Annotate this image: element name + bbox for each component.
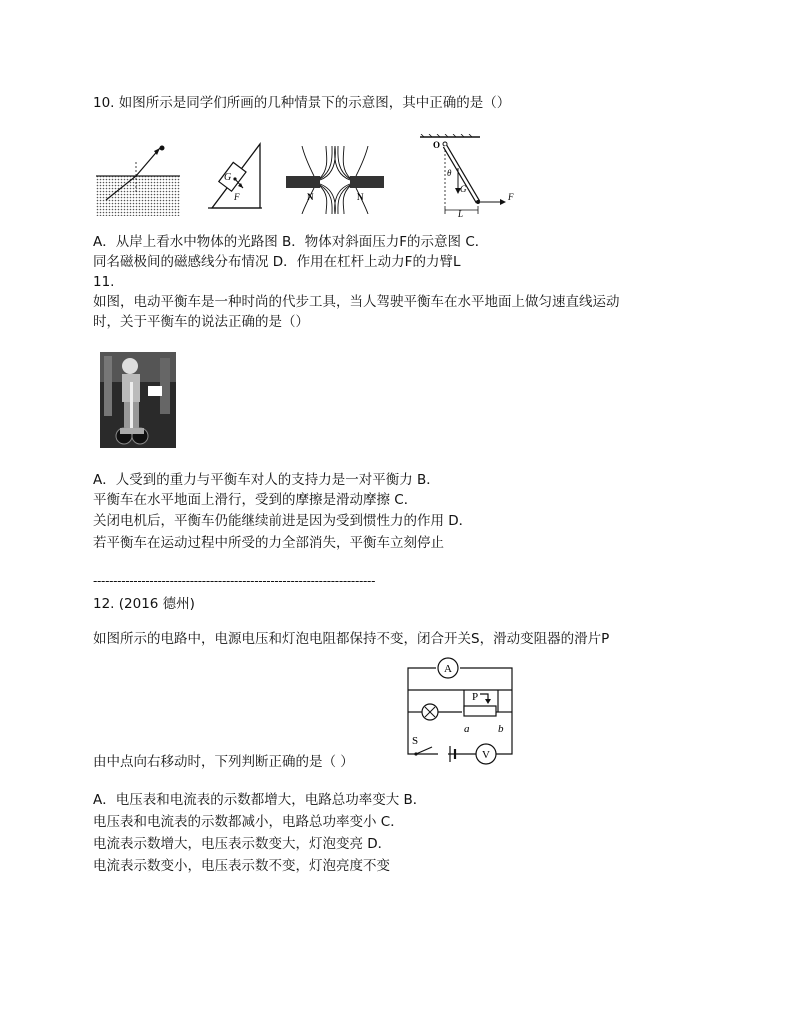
q10-options-line2: 同名磁极间的磁感线分布情况 D．作用在杠杆上动力F的力臂L [93, 254, 461, 270]
balance-car-photo-image [100, 352, 176, 448]
magnet-label-n2: N [357, 192, 364, 202]
q12-header: 12. (2016 德州) [93, 596, 195, 612]
separator-line: ---------------------------------------------------------------------- [93, 574, 376, 588]
q10-figure-c-magnets [286, 146, 384, 214]
lever-label-theta: θ [447, 168, 452, 178]
q11-option-line1: A．人受到的重力与平衡车对人的支持力是一对平衡力 B． [93, 472, 440, 488]
lever-label-l: L [458, 209, 464, 218]
q10-stem: 10. 如图所示是同学们所画的几种情景下的示意图，其中正确的是（） [93, 95, 511, 111]
q12-option-line3: 电流表示数增大，电压表示数变大，灯泡变亮 D． [93, 836, 392, 852]
q11-number: 11. [93, 274, 115, 290]
rheostat-end-b: b [498, 723, 504, 735]
switch-label-s: S [412, 735, 419, 747]
q10-figure-a-light-path [96, 142, 182, 218]
q10-options-line1: A．从岸上看水中物体的光路图 B．物体对斜面压力F的示意图 C． [93, 234, 489, 250]
incline-label-f: F [234, 192, 240, 202]
lever-label-o: O [433, 140, 441, 150]
q12-stem-line1: 如图所示的电路中，电源电压和灯泡电阻都保持不变，闭合开关S，滑动变阻器的滑片P [93, 631, 610, 647]
q10-figure-d-lever [416, 134, 520, 218]
q12-option-line2: 电压表和电流表的示数都减小，电路总功率变小 C． [93, 814, 404, 830]
voltmeter-label: V [482, 749, 490, 761]
incline-label-g: G [224, 172, 232, 183]
q12-stem-line2: 由中点向右移动时，下列判断正确的是（ ） [93, 754, 354, 770]
q11-stem-line2: 时，关于平衡车的说法正确的是（） [93, 314, 309, 330]
q10-figure-b-incline [208, 140, 264, 212]
magnet-label-n1: N [307, 192, 314, 202]
rheostat-end-a: a [464, 723, 470, 735]
q11-stem-line1: 如图，电动平衡车是一种时尚的代步工具，当人驾驶平衡车在水平地面上做匀速直线运动 [93, 294, 620, 310]
q12-option-line1: A．电压表和电流表的示数都增大，电路总功率变大 B． [93, 792, 427, 808]
ammeter-label: A [444, 663, 452, 675]
lever-label-f: F [508, 192, 514, 202]
lever-label-g: G [460, 184, 467, 194]
q11-option-line3: 关闭电机后，平衡车仍能继续前进是因为受到惯性力的作用 D． [93, 513, 473, 529]
q11-option-line4: 若平衡车在运动过程中所受的力全部消失，平衡车立刻停止 [93, 535, 444, 551]
q12-circuit-diagram [402, 654, 522, 770]
q11-option-line2: 平衡车在水平地面上滑行，受到的摩擦是滑动摩擦 C． [93, 492, 418, 508]
q11-balance-car-photo [100, 352, 176, 448]
q12-option-line4: 电流表示数变小，电压表示数不变，灯泡亮度不变 [93, 858, 390, 874]
slider-label-p: P [472, 691, 479, 703]
